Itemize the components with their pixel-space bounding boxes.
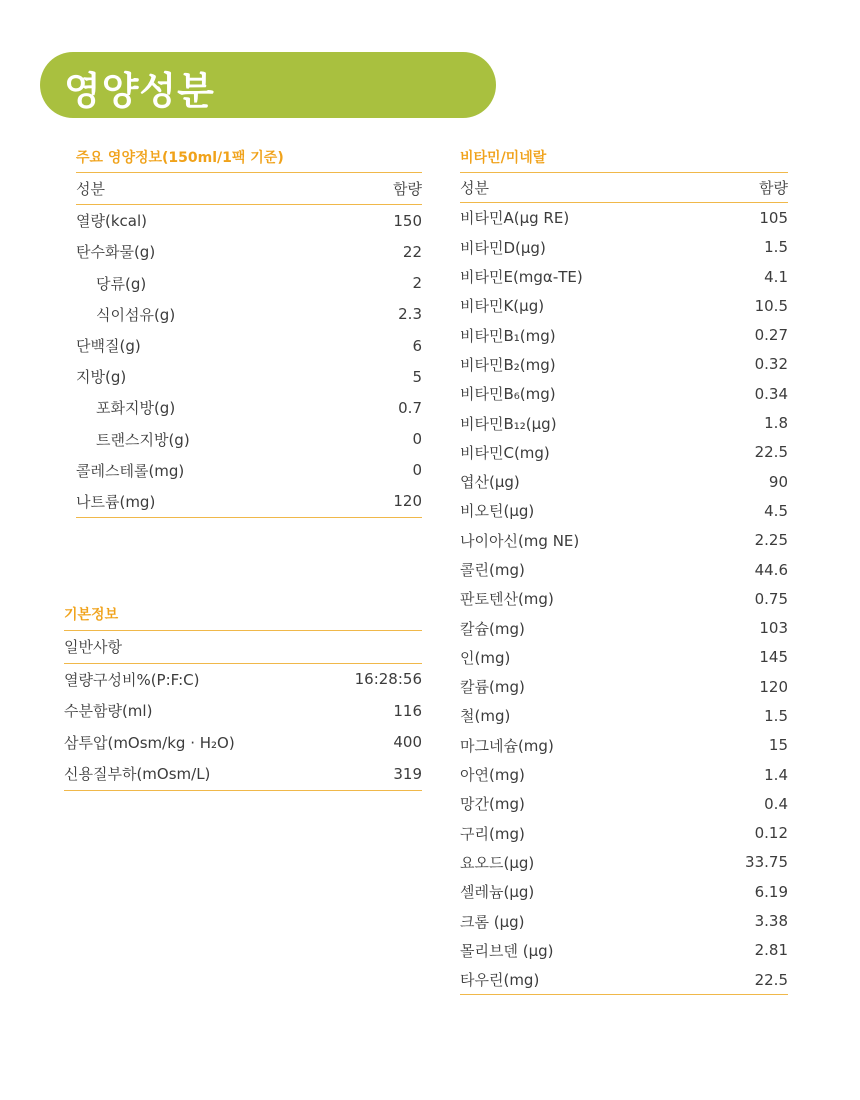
nutrient-value: 103 — [759, 619, 788, 638]
nutrient-value: 0.12 — [754, 824, 788, 843]
table-row — [460, 555, 788, 584]
nutrient-name: 비타민E(mgα-TE) — [460, 268, 583, 287]
table-row — [460, 203, 788, 232]
nutrient-name: 콜레스테롤(mg) — [76, 461, 185, 480]
table-row — [64, 727, 422, 759]
nutrient-name: 당류(g) — [96, 274, 147, 293]
nutrient-name: 구리(mg) — [460, 824, 525, 843]
nutrient-value: 15 — [768, 736, 788, 755]
nutrient-name: 타우린(mg) — [460, 971, 540, 990]
table-row — [460, 819, 788, 848]
table-row — [460, 877, 788, 906]
nutrient-name: 요오드(μg) — [460, 853, 535, 872]
vitamin-mineral-title: 비타민/미네랄 — [460, 148, 788, 173]
table-row — [460, 291, 788, 320]
table-row — [460, 233, 788, 262]
nutrient-name: 지방(g) — [76, 368, 127, 387]
nutrient-name: 신용질부하(mOsm/L) — [64, 765, 211, 784]
main-nutrition-header — [76, 173, 422, 205]
table-row — [460, 379, 788, 408]
nutrient-value: 90 — [768, 472, 788, 491]
nutrient-name: 아연(mg) — [460, 766, 525, 785]
table-row — [460, 438, 788, 467]
table-row — [460, 701, 788, 730]
vitamin-mineral-rows — [460, 203, 788, 995]
main-nutrition-section — [76, 148, 422, 518]
table-row — [76, 236, 422, 267]
nutrient-name: 열량(kcal) — [76, 212, 147, 231]
column-value-header: 함량 — [759, 179, 788, 198]
nutrient-value: 319 — [393, 764, 422, 783]
nutrient-name: 나트륨(mg) — [76, 492, 156, 511]
nutrient-value: 4.1 — [764, 267, 788, 286]
nutrient-value: 44.6 — [754, 560, 788, 579]
nutrient-value: 120 — [393, 492, 422, 511]
nutrient-name: 삼투압(mOsm/kg · H₂O) — [64, 733, 235, 752]
table-row — [460, 350, 788, 379]
table-row — [64, 758, 422, 790]
nutrient-value: 3.38 — [754, 912, 788, 931]
nutrient-name: 열량구성비%(P:F:C) — [64, 670, 200, 689]
nutrient-value: 0.34 — [754, 384, 788, 403]
nutrient-value: 145 — [759, 648, 788, 667]
nutrient-value: 0.27 — [754, 326, 788, 345]
nutrient-name: 단백질(g) — [76, 337, 141, 356]
nutrient-value: 22 — [402, 242, 422, 261]
nutrient-value: 0.7 — [398, 398, 422, 417]
table-row — [460, 467, 788, 496]
table-row — [460, 643, 788, 672]
nutrient-name: 칼슘(mg) — [460, 619, 525, 638]
table-row — [76, 299, 422, 330]
nutrient-name: 몰리브덴 (μg) — [460, 941, 554, 960]
basic-info-header — [64, 631, 422, 664]
nutrient-value: 150 — [393, 211, 422, 230]
title-banner — [40, 52, 496, 118]
table-row — [64, 695, 422, 727]
general-header: 일반사항 — [64, 638, 122, 657]
nutrient-name: 비타민B₁₂(μg) — [460, 414, 557, 433]
main-nutrition-rows — [76, 205, 422, 518]
table-row — [76, 330, 422, 361]
nutrient-value: 0.32 — [754, 355, 788, 374]
nutrient-name: 비타민C(mg) — [460, 443, 550, 462]
nutrient-value: 33.75 — [745, 853, 788, 872]
nutrient-value: 105 — [759, 208, 788, 227]
nutrient-value: 2.25 — [754, 531, 788, 550]
table-row — [460, 760, 788, 789]
nutrient-name: 판토텐산(mg) — [460, 590, 554, 609]
nutrient-name: 포화지방(g) — [96, 399, 176, 418]
table-row — [460, 613, 788, 642]
nutrient-name: 탄수화물(g) — [76, 243, 156, 262]
basic-info-rows — [64, 664, 422, 791]
nutrient-name: 망간(mg) — [460, 795, 525, 814]
vitamin-mineral-section — [460, 148, 788, 995]
nutrient-value: 6 — [412, 336, 422, 355]
table-row — [460, 262, 788, 291]
nutrient-name: 철(mg) — [460, 707, 511, 726]
nutrient-value: 16:28:56 — [354, 670, 422, 689]
table-row — [76, 455, 422, 486]
nutrient-value: 22.5 — [754, 970, 788, 989]
table-row — [460, 496, 788, 525]
nutrient-value: 5 — [412, 367, 422, 386]
table-row — [460, 936, 788, 965]
nutrient-name: 비타민A(μg RE) — [460, 209, 570, 228]
nutrient-value: 4.5 — [764, 501, 788, 520]
nutrient-value: 0 — [412, 430, 422, 449]
nutrient-name: 비타민B₁(mg) — [460, 326, 556, 345]
nutrient-name: 수분함량(ml) — [64, 702, 153, 721]
nutrient-name: 비오틴(μg) — [460, 502, 535, 521]
nutrient-value: 1.8 — [764, 414, 788, 433]
nutrient-value: 2.3 — [398, 305, 422, 324]
nutrient-value: 2.81 — [754, 941, 788, 960]
nutrient-name: 비타민B₂(mg) — [460, 355, 556, 374]
table-row — [76, 424, 422, 455]
table-row — [76, 392, 422, 423]
nutrient-name: 셀레늄(μg) — [460, 883, 535, 902]
table-row — [460, 965, 788, 994]
basic-info-title: 기본정보 — [64, 600, 422, 631]
nutrient-value: 1.5 — [764, 238, 788, 257]
vitamin-mineral-header — [460, 173, 788, 203]
nutrient-name: 나이아신(mg NE) — [460, 531, 580, 550]
nutrient-name: 비타민B₆(mg) — [460, 385, 556, 404]
table-row — [76, 268, 422, 299]
nutrient-value: 0.75 — [754, 589, 788, 608]
table-row — [460, 320, 788, 349]
main-nutrition-title: 주요 영양정보(150ml/1팩 기준) — [76, 148, 422, 173]
table-row — [460, 789, 788, 818]
nutrient-value: 400 — [393, 733, 422, 752]
table-row — [460, 906, 788, 935]
nutrient-value: 0.4 — [764, 794, 788, 813]
nutrient-name: 크롬 (μg) — [460, 912, 525, 931]
nutrient-value: 120 — [759, 677, 788, 696]
table-row — [460, 848, 788, 877]
nutrient-name: 트랜스지방(g) — [96, 430, 190, 449]
nutrient-value: 6.19 — [754, 882, 788, 901]
nutrient-value: 22.5 — [754, 443, 788, 462]
table-row — [76, 205, 422, 236]
nutrient-name: 엽산(μg) — [460, 473, 520, 492]
nutrient-value: 1.4 — [764, 765, 788, 784]
table-row — [460, 584, 788, 613]
column-name-header: 성분 — [460, 179, 489, 198]
column-name-header: 성분 — [76, 180, 105, 199]
table-row — [460, 672, 788, 701]
nutrient-value: 0 — [412, 461, 422, 480]
nutrient-name: 마그네슘(mg) — [460, 736, 554, 755]
nutrient-value: 10.5 — [754, 296, 788, 315]
table-row — [76, 361, 422, 392]
table-row — [460, 408, 788, 437]
page-title: 영양성분 — [64, 69, 215, 113]
column-value-header: 함량 — [393, 180, 422, 199]
nutrient-name: 칼륨(mg) — [460, 678, 525, 697]
table-row — [460, 526, 788, 555]
table-row — [460, 731, 788, 760]
basic-info-section — [64, 600, 422, 791]
nutrient-name: 콜린(mg) — [460, 561, 525, 579]
nutrient-name: 인(mg) — [460, 648, 511, 667]
nutrient-name: 식이섬유(g) — [96, 305, 176, 324]
table-row — [76, 486, 422, 517]
nutrient-value: 1.5 — [764, 706, 788, 725]
nutrient-value: 116 — [393, 701, 422, 720]
nutrient-name: 비타민D(μg) — [460, 238, 546, 257]
nutrient-name: 비타민K(μg) — [460, 297, 545, 316]
nutrient-value: 2 — [412, 274, 422, 293]
table-row — [64, 664, 422, 696]
